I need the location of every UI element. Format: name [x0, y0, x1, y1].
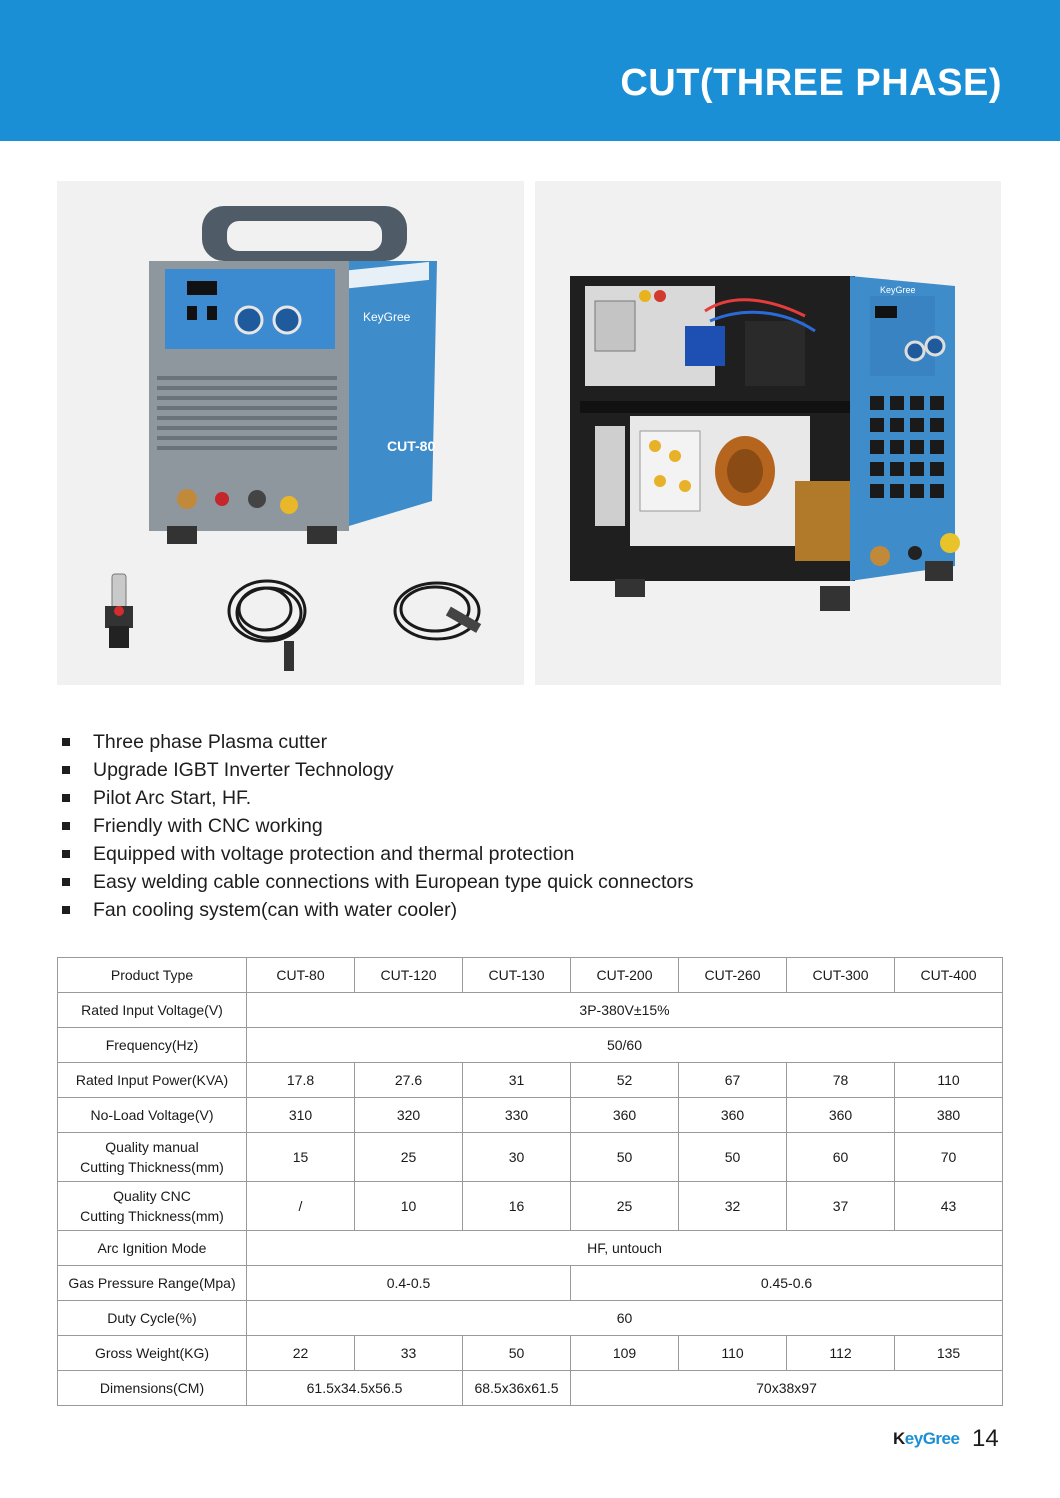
- table-row: [58, 1098, 1003, 1133]
- table-cell: 61.5x34.5x56.5: [247, 1371, 463, 1406]
- page-title: CUT(THREE PHASE): [620, 62, 1002, 104]
- bullet-square-icon: [62, 766, 70, 774]
- air-filter-regulator: [112, 574, 126, 608]
- table-cell: 32: [679, 1182, 787, 1231]
- brand-label-side: KeyGree: [363, 310, 411, 324]
- model-header: CUT-400: [895, 958, 1003, 993]
- row-label: Gas Pressure Range(Mpa): [58, 1266, 247, 1301]
- table-row: [58, 1028, 1003, 1063]
- row-label: Frequency(Hz): [58, 1028, 247, 1063]
- spec-table: [57, 957, 1003, 1406]
- table-row: [58, 1266, 1003, 1301]
- page-header: [0, 0, 1060, 141]
- table-cell: 110: [679, 1336, 787, 1371]
- table-cell: 50: [679, 1133, 787, 1182]
- table-cell: 16: [463, 1182, 571, 1231]
- row-label: Duty Cycle(%): [58, 1301, 247, 1336]
- table-row: [58, 1231, 1003, 1266]
- table-cell: 112: [787, 1336, 895, 1371]
- row-label: [58, 1182, 247, 1231]
- table-cell: 52: [571, 1063, 679, 1098]
- bullet-square-icon: [62, 906, 70, 914]
- table-cell: 68.5x36x61.5: [463, 1371, 571, 1406]
- table-cell: 78: [787, 1063, 895, 1098]
- table-row: [58, 958, 1003, 993]
- model-header: CUT-120: [355, 958, 463, 993]
- table-row: [58, 1063, 1003, 1098]
- row-label-line: Quality manual: [105, 1139, 199, 1155]
- row-label-line: Cutting Thickness(mm): [80, 1159, 224, 1175]
- row-label: Rated Input Power(KVA): [58, 1063, 247, 1098]
- table-row: [58, 1336, 1003, 1371]
- table-cell: 67: [679, 1063, 787, 1098]
- feature-item: Three phase Plasma cutter: [62, 728, 694, 756]
- row-label: Gross Weight(KG): [58, 1336, 247, 1371]
- page-number: 14: [972, 1425, 999, 1452]
- table-cell: 60: [787, 1133, 895, 1182]
- table-cell: 109: [571, 1336, 679, 1371]
- table-cell: 0.45-0.6: [571, 1266, 1003, 1301]
- feature-item: Friendly with CNC working: [62, 812, 694, 840]
- bullet-square-icon: [62, 850, 70, 858]
- table-cell: 27.6: [355, 1063, 463, 1098]
- table-cell: 0.4-0.5: [247, 1266, 571, 1301]
- ground-clamp-cable: [395, 583, 479, 639]
- table-cell: 50: [571, 1133, 679, 1182]
- table-cell: 360: [679, 1098, 787, 1133]
- welder-internal-illustration: [535, 181, 1001, 685]
- model-header: CUT-200: [571, 958, 679, 993]
- bullet-square-icon: [62, 822, 70, 830]
- table-cell: 310: [247, 1098, 355, 1133]
- table-cell: 360: [571, 1098, 679, 1133]
- brand-label-panel: KeyGree: [880, 285, 916, 295]
- feature-item: Pilot Arc Start, HF.: [62, 784, 694, 812]
- table-cell: HF, untouch: [247, 1231, 1003, 1266]
- table-row: [58, 1182, 1003, 1231]
- bullet-square-icon: [62, 794, 70, 802]
- row-label: [58, 1133, 247, 1182]
- table-cell: 320: [355, 1098, 463, 1133]
- table-cell: 70x38x97: [571, 1371, 1003, 1406]
- model-header: CUT-260: [679, 958, 787, 993]
- footer-brand-logo: KeyGree: [893, 1429, 960, 1448]
- table-row: [58, 993, 1003, 1028]
- table-cell: 60: [247, 1301, 1003, 1336]
- row-label: Product Type: [58, 958, 247, 993]
- model-header: CUT-80: [247, 958, 355, 993]
- bullet-square-icon: [62, 878, 70, 886]
- model-header: CUT-300: [787, 958, 895, 993]
- welder-front-illustration: [57, 181, 524, 685]
- table-cell: /: [247, 1182, 355, 1231]
- table-cell: 43: [895, 1182, 1003, 1231]
- table-cell: 10: [355, 1182, 463, 1231]
- feature-item: Upgrade IGBT Inverter Technology: [62, 756, 694, 784]
- table-cell: 110: [895, 1063, 1003, 1098]
- row-label-line: Cutting Thickness(mm): [80, 1208, 224, 1224]
- feature-item: Fan cooling system(can with water cooler): [62, 896, 694, 924]
- table-row: [58, 1133, 1003, 1182]
- table-cell: 25: [571, 1182, 679, 1231]
- table-cell: 15: [247, 1133, 355, 1182]
- feature-item: Equipped with voltage protection and thermal protection: [62, 840, 694, 868]
- row-label: Arc Ignition Mode: [58, 1231, 247, 1266]
- feature-list: [62, 728, 694, 924]
- table-cell: 30: [463, 1133, 571, 1182]
- table-cell: 25: [355, 1133, 463, 1182]
- model-header: CUT-130: [463, 958, 571, 993]
- table-cell: 50: [463, 1336, 571, 1371]
- table-row: [58, 1301, 1003, 1336]
- bullet-square-icon: [62, 738, 70, 746]
- model-label-side: CUT-80: [387, 438, 436, 454]
- table-cell: 31: [463, 1063, 571, 1098]
- row-label: Dimensions(CM): [58, 1371, 247, 1406]
- table-cell: 330: [463, 1098, 571, 1133]
- table-cell: 3P-380V±15%: [247, 993, 1003, 1028]
- product-photo-front: [57, 181, 524, 685]
- table-row: [58, 1371, 1003, 1406]
- plasma-torch-cable: [229, 581, 305, 641]
- row-label: Rated Input Voltage(V): [58, 993, 247, 1028]
- table-cell: 135: [895, 1336, 1003, 1371]
- table-cell: 50/60: [247, 1028, 1003, 1063]
- row-label-line: Quality CNC: [113, 1188, 191, 1204]
- table-cell: 22: [247, 1336, 355, 1371]
- table-cell: 33: [355, 1336, 463, 1371]
- row-label: No-Load Voltage(V): [58, 1098, 247, 1133]
- product-photo-internal: [535, 181, 1001, 685]
- side-panel: [349, 261, 437, 526]
- table-cell: 37: [787, 1182, 895, 1231]
- table-cell: 360: [787, 1098, 895, 1133]
- table-cell: 380: [895, 1098, 1003, 1133]
- feature-item: Easy welding cable connections with European type quick connectors: [62, 868, 694, 896]
- table-cell: 70: [895, 1133, 1003, 1182]
- table-cell: 17.8: [247, 1063, 355, 1098]
